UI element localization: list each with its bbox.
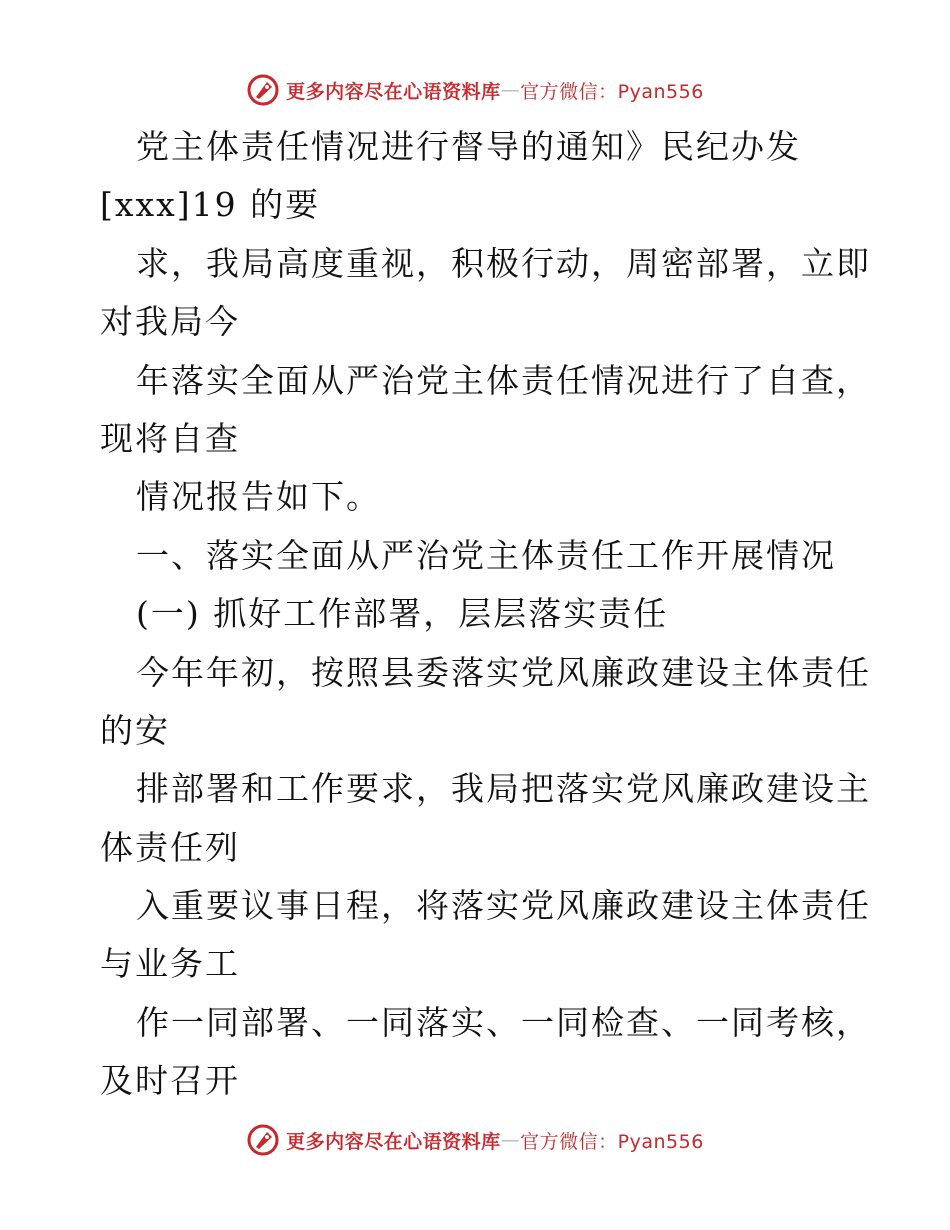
text-line: 入重要议事日程，将落实党风廉政建设主体责任 [136, 886, 871, 926]
banner-wechat-text: 官方微信：Pyan556 [520, 1130, 704, 1153]
pen-nib-logo-icon [246, 1123, 280, 1157]
banner-main-text: 更多内容尽在心语资料库 [286, 80, 501, 103]
banner-separator: — [500, 79, 521, 101]
text-line: 的安 [100, 710, 170, 750]
banner-separator: — [500, 1129, 521, 1151]
text-line: 党主体责任情况进行督导的通知》民纪办发 [136, 127, 801, 166]
header-banner [0, 70, 950, 110]
text-line: 对我局今 [100, 302, 240, 342]
text-line: 排部署和工作要求，我局把落实党风廉政建设主 [136, 769, 871, 809]
text-line: 求，我局高度重视，积极行动，周密部署，立即 [136, 243, 871, 283]
document-body [100, 118, 871, 1111]
text-line: 体责任列 [100, 827, 240, 867]
text-line: 今年年初，按照县委落实党风廉政建设主体责任 [136, 652, 871, 692]
text-line: 及时召开 [100, 1061, 240, 1101]
banner-wechat-text: 官方微信：Pyan556 [520, 80, 704, 103]
footer-banner [0, 1120, 950, 1160]
text-line: [xxx]19 的要 [100, 185, 321, 225]
text-line: 作一同部署、一同落实、一同检查、一同考核， [136, 1002, 871, 1042]
text-line: 年落实全面从严治党主体责任情况进行了自查， [136, 360, 871, 400]
banner-main-text: 更多内容尽在心语资料库 [286, 1130, 501, 1153]
text-line: (一) 抓好工作部署，层层落实责任 [136, 594, 669, 634]
text-line: 与业务工 [100, 944, 240, 984]
text-line: 现将自查 [100, 418, 240, 458]
pen-nib-logo-icon [246, 73, 280, 107]
text-line: 情况报告如下。 [136, 477, 381, 517]
text-line: 一、落实全面从严治党主体责任工作开展情况 [136, 535, 836, 575]
